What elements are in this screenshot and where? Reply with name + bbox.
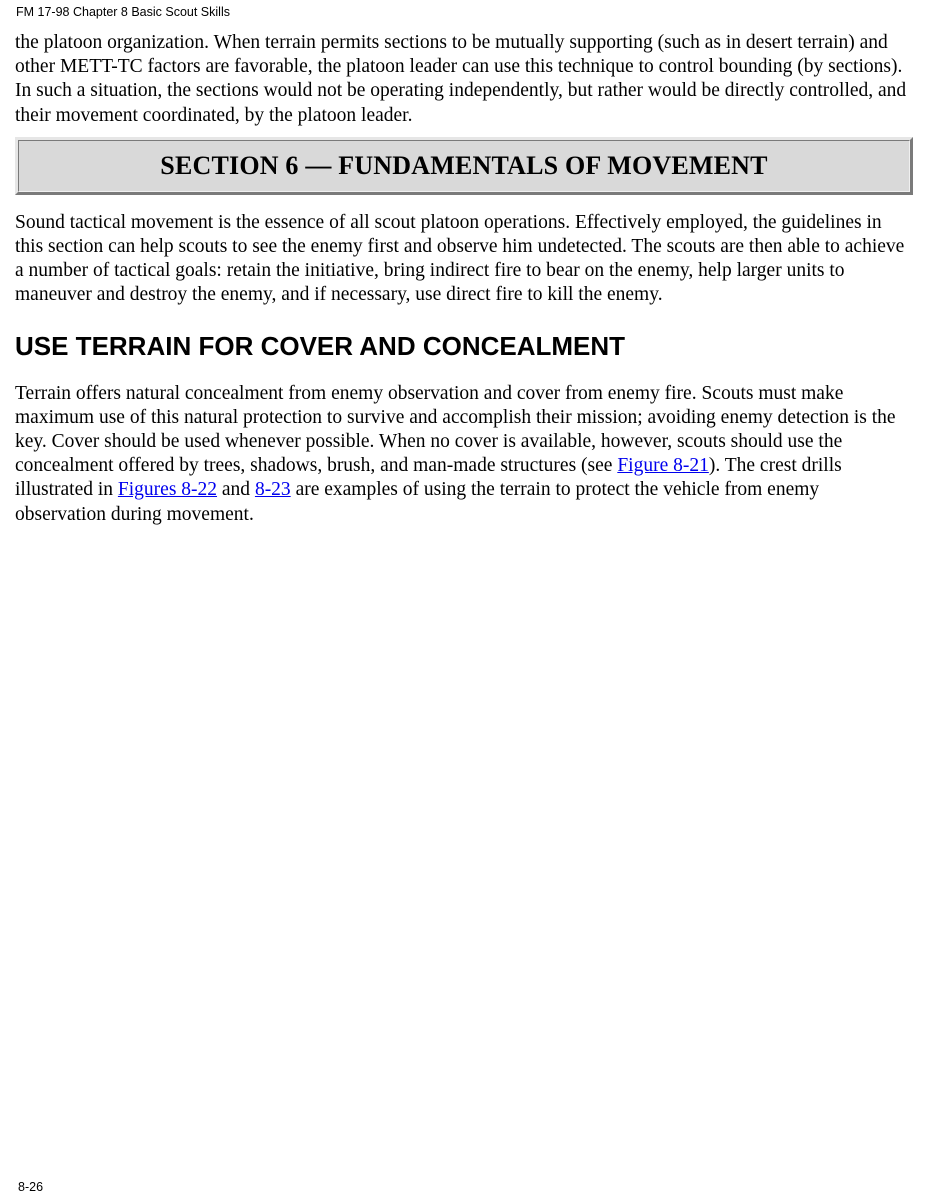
running-header: FM 17-98 Chapter 8 Basic Scout Skills <box>16 5 230 19</box>
section-heading-inner <box>18 140 910 192</box>
section-heading-box <box>15 137 913 195</box>
terrain-text-3: and <box>217 479 255 501</box>
paragraph-platoon-organization: the platoon organization. When terrain permits sections to be mutually supporting (such as in desert terrain) and other METT-TC factors are favorable, the platoon leader can use this technique to control bounding (by sections). In such a situation, the sections would not be operating independently, but rather would be directly controlled, and their movement coordinated, by the platoon leader. <box>15 32 907 126</box>
page-number: 8-26 <box>18 1180 44 1194</box>
page-content <box>15 31 913 527</box>
figures-8-22-link[interactable]: Figures 8-22 <box>117 479 218 501</box>
terrain-text-1: Terrain offers natural concealment from enemy observation and cover from enemy fire. Scouts must make maximum use of this natural protection to survive and accomplish their mission; avoiding enemy detection is the key. Cover should be used whenever possible. When no cover is available, however, scouts should use the concealment offered by trees, shadows, brush, and man-made structures (see <box>15 382 896 477</box>
paragraph-tactical-movement: Sound tactical movement is the essence of all scout platoon operations. Effectively employed, the guidelines in this section can help scouts to see the enemy first and observe him undetected. The scouts are then able to achieve a number of tactical goals: retain the initiative, bring indirect fire to bear on the enemy, help larger units to maneuver and destroy the enemy, and if necessary, use direct fire to kill the enemy. <box>15 211 905 306</box>
paragraph-terrain <box>15 382 913 527</box>
figure-8-21-link[interactable]: Figure 8-21 <box>617 455 709 477</box>
terrain-text-2: ). The crest drills illustrated in <box>15 455 842 501</box>
subsection-heading: USE TERRAIN FOR COVER AND CONCEALMENT <box>15 330 626 361</box>
section-title: SECTION 6 — FUNDAMENTALS OF MOVEMENT <box>160 150 768 180</box>
terrain-text-4: are examples of using the terrain to protect the vehicle from enemy observation during movement. <box>15 479 820 525</box>
figure-8-23-link[interactable]: 8-23 <box>254 479 291 501</box>
